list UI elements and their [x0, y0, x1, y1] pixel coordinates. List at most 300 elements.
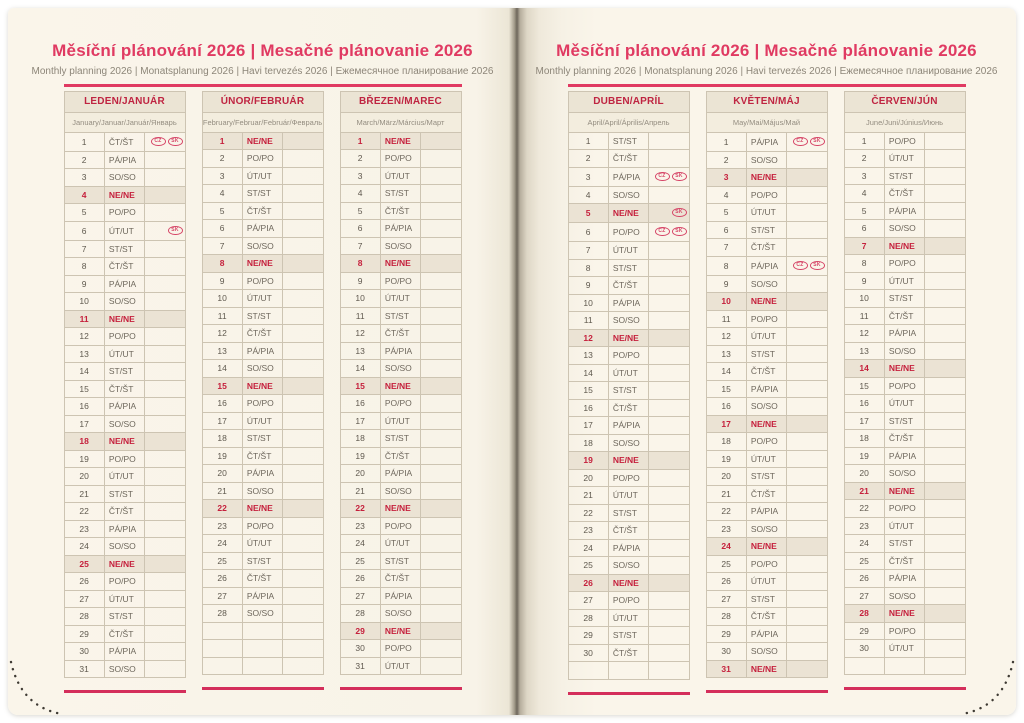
note-cell: [925, 290, 965, 308]
day-of-week-label: PÁ/PIA: [884, 325, 924, 343]
day-row: [706, 186, 827, 204]
day-of-week-label: SO/SO: [104, 415, 144, 433]
note-cell: [925, 465, 965, 483]
day-row: [844, 587, 965, 605]
day-of-week-label: ÚT/UT: [746, 450, 786, 468]
day-of-week-label: PÁ/PIA: [242, 220, 282, 238]
note-cell: [283, 535, 323, 553]
note-cell: [925, 150, 965, 168]
day-row: [340, 237, 461, 255]
note-cell: [283, 482, 323, 500]
day-number: 6: [64, 221, 104, 240]
note-cell: [649, 644, 689, 662]
day-number: 21: [568, 487, 608, 505]
day-of-week-label: ČT/ŠT: [104, 380, 144, 398]
day-number: 28: [340, 605, 380, 623]
day-number: 22: [340, 500, 380, 518]
note-cell: [421, 150, 461, 168]
day-of-week-label: PO/PO: [242, 272, 282, 290]
note-cell: [787, 380, 827, 398]
day-of-week-label: ČT/ŠT: [884, 307, 924, 325]
day-of-week-label: PÁ/PIA: [608, 294, 648, 312]
day-number: 10: [202, 290, 242, 308]
day-number: 1: [202, 132, 242, 150]
day-of-week-label: ST/ST: [608, 259, 648, 277]
day-of-week-label: NE/NE: [608, 329, 648, 347]
note-cell: [145, 590, 185, 608]
note-cell: [145, 573, 185, 591]
month-title: LEDEN/JANUÁR: [64, 91, 185, 112]
day-of-week-label: SO/SO: [746, 643, 786, 661]
day-of-week-label: PÁ/PIA: [884, 570, 924, 588]
note-cell: [145, 485, 185, 503]
day-number: 13: [340, 342, 380, 360]
day-number: 30: [568, 644, 608, 662]
day-row: [706, 415, 827, 433]
month-underline: [340, 687, 462, 690]
day-number: 1: [844, 132, 884, 150]
day-of-week-label: NE/NE: [746, 415, 786, 433]
day-row: [844, 237, 965, 255]
day-of-week-label: NE/NE: [746, 293, 786, 311]
note-cell: [283, 342, 323, 360]
day-number: 3: [844, 167, 884, 185]
month-subtitle: March/März/Március/Март: [340, 112, 461, 132]
day-row: [706, 380, 827, 398]
day-number: 8: [568, 259, 608, 277]
day-number: 8: [202, 255, 242, 273]
note-cell: [283, 360, 323, 378]
day-of-week-label: PÁ/PIA: [746, 503, 786, 521]
day-of-week-label: ČT/ŠT: [746, 485, 786, 503]
day-number: 28: [568, 609, 608, 627]
day-number: 29: [706, 625, 746, 643]
note-cell: [421, 395, 461, 413]
day-number: 19: [568, 452, 608, 470]
day-of-week-label: NE/NE: [884, 605, 924, 623]
day-number: 14: [202, 360, 242, 378]
cz-holiday-badge: CZ: [151, 137, 166, 146]
day-row: [844, 482, 965, 500]
month-table: [706, 91, 828, 679]
day-row: [568, 242, 689, 260]
note-cell: [787, 660, 827, 678]
day-of-week-label: PÁ/PIA: [242, 342, 282, 360]
day-row: [706, 468, 827, 486]
day-number: 18: [340, 430, 380, 448]
day-row: [844, 640, 965, 658]
day-of-week-label: PÁ/PIA: [746, 132, 786, 151]
day-number: 11: [64, 310, 104, 328]
day-row: [706, 643, 827, 661]
day-row: [340, 167, 461, 185]
day-row: [844, 517, 965, 535]
day-row: [202, 255, 323, 273]
day-row: [568, 204, 689, 223]
month-january: [64, 91, 186, 694]
day-number: 28: [706, 608, 746, 626]
note-cell: [283, 377, 323, 395]
day-row: [202, 587, 323, 605]
day-row: [706, 256, 827, 275]
note-cell: [649, 186, 689, 204]
day-number: 28: [202, 605, 242, 623]
day-of-week-label: ČT/ŠT: [608, 522, 648, 540]
day-of-week-label: NE/NE: [884, 482, 924, 500]
day-row: [202, 307, 323, 325]
day-of-week-label: ČT/ŠT: [884, 552, 924, 570]
day-number: 25: [340, 552, 380, 570]
day-of-week-label: ST/ST: [884, 167, 924, 185]
day-row: [568, 132, 689, 150]
day-row: [202, 605, 323, 623]
day-row: [844, 220, 965, 238]
day-row: [844, 307, 965, 325]
day-row: [706, 169, 827, 187]
day-row: [64, 398, 185, 416]
day-row: [568, 452, 689, 470]
day-of-week-label: ČT/ŠT: [104, 625, 144, 643]
day-number: 17: [844, 412, 884, 430]
day-row: [706, 485, 827, 503]
note-cell: [649, 294, 689, 312]
month-subtitle: April/April/Április/Апрель: [568, 112, 689, 132]
day-of-week-label: PO/PO: [746, 555, 786, 573]
day-number: 13: [844, 342, 884, 360]
note-cell: [421, 220, 461, 238]
day-of-week-label: ÚT/UT: [884, 272, 924, 290]
day-row: [568, 294, 689, 312]
note-cell: [421, 132, 461, 150]
note-cell: [925, 202, 965, 220]
day-number: 16: [340, 395, 380, 413]
day-row: [844, 255, 965, 273]
day-number: 8: [706, 256, 746, 275]
note-cell: [649, 382, 689, 400]
day-of-week-label: [242, 622, 282, 640]
day-row: [64, 520, 185, 538]
month-june: [844, 91, 966, 695]
day-of-week-label: SO/SO: [104, 169, 144, 187]
day-number: 18: [844, 430, 884, 448]
day-of-week-label: ČT/ŠT: [242, 447, 282, 465]
day-number: 4: [340, 185, 380, 203]
day-number: 6: [706, 221, 746, 239]
note-cell: [421, 185, 461, 203]
day-of-week-label: PO/PO: [884, 500, 924, 518]
sk-holiday-badge: SK: [168, 137, 183, 146]
day-number: 29: [568, 627, 608, 645]
day-row: [844, 465, 965, 483]
note-cell: [925, 255, 965, 273]
day-of-week-label: ÚT/UT: [242, 412, 282, 430]
day-of-week-label: ST/ST: [608, 504, 648, 522]
day-of-week-label: PÁ/PIA: [104, 151, 144, 169]
day-of-week-label: PO/PO: [380, 640, 420, 658]
day-number: 10: [340, 290, 380, 308]
day-row: [844, 605, 965, 623]
day-of-week-label: PO/PO: [746, 433, 786, 451]
day-row: [340, 132, 461, 150]
note-cell: [421, 307, 461, 325]
day-number: 30: [340, 640, 380, 658]
note-cell: [283, 150, 323, 168]
day-number: 27: [568, 592, 608, 610]
day-row: [340, 552, 461, 570]
day-row: [568, 150, 689, 168]
day-row: [202, 430, 323, 448]
day-row: [202, 342, 323, 360]
note-cell: [283, 412, 323, 430]
day-row: [202, 150, 323, 168]
month-underline: [844, 687, 966, 690]
day-row: [706, 538, 827, 556]
day-number: 1: [568, 132, 608, 150]
day-of-week-label: ÚT/UT: [380, 535, 420, 553]
day-number: [844, 657, 884, 675]
note-cell: [283, 622, 323, 640]
day-row: [844, 622, 965, 640]
day-of-week-label: PO/PO: [746, 186, 786, 204]
day-row: [706, 239, 827, 257]
day-number: 21: [844, 482, 884, 500]
day-number: 3: [64, 169, 104, 187]
note-cell: [649, 242, 689, 260]
day-number: 27: [64, 590, 104, 608]
day-of-week-label: ČT/ŠT: [380, 447, 420, 465]
day-row: [64, 132, 185, 151]
day-row: [568, 487, 689, 505]
day-row: [64, 450, 185, 468]
note-cell: [649, 167, 689, 186]
day-number: 14: [340, 360, 380, 378]
day-row: [706, 132, 827, 151]
day-of-week-label: SO/SO: [746, 520, 786, 538]
day-number: 25: [202, 552, 242, 570]
day-number: 26: [706, 573, 746, 591]
note-cell: [787, 608, 827, 626]
day-row: [844, 167, 965, 185]
note-cell: [925, 587, 965, 605]
right-page-header: [517, 8, 1016, 87]
day-number: 6: [568, 223, 608, 242]
day-number: 26: [568, 574, 608, 592]
day-number: 13: [64, 345, 104, 363]
day-of-week-label: NE/NE: [104, 310, 144, 328]
day-of-week-label: ÚT/UT: [746, 204, 786, 222]
day-row: [568, 522, 689, 540]
month-table: [340, 91, 462, 676]
day-of-week-label: PO/PO: [104, 450, 144, 468]
day-number: 5: [706, 204, 746, 222]
day-number: 18: [64, 433, 104, 451]
day-number: 20: [64, 468, 104, 486]
day-row: [202, 325, 323, 343]
left-page: [8, 8, 517, 715]
day-number: 26: [340, 570, 380, 588]
day-number: 14: [568, 364, 608, 382]
note-cell: [649, 557, 689, 575]
day-of-week-label: SO/SO: [608, 186, 648, 204]
day-of-week-label: PÁ/PIA: [104, 398, 144, 416]
day-number: 27: [202, 587, 242, 605]
day-row: [64, 258, 185, 276]
note-cell: [787, 520, 827, 538]
day-number: 30: [844, 640, 884, 658]
day-number: 2: [64, 151, 104, 169]
note-cell: [145, 310, 185, 328]
day-row: [202, 412, 323, 430]
day-row: [706, 363, 827, 381]
day-number: 12: [64, 328, 104, 346]
day-of-week-label: ČT/ŠT: [104, 258, 144, 276]
day-of-week-label: PO/PO: [884, 255, 924, 273]
day-number: 9: [844, 272, 884, 290]
note-cell: [421, 500, 461, 518]
day-number: 23: [706, 520, 746, 538]
day-of-week-label: ÚT/UT: [884, 395, 924, 413]
day-row: [844, 132, 965, 150]
day-of-week-label: NE/NE: [746, 169, 786, 187]
day-of-week-label: NE/NE: [380, 255, 420, 273]
day-row: [568, 627, 689, 645]
day-row: [844, 500, 965, 518]
day-row: [64, 293, 185, 311]
day-of-week-label: ČT/ŠT: [242, 570, 282, 588]
day-number: 9: [202, 272, 242, 290]
day-number: 4: [844, 185, 884, 203]
day-of-week-label: ÚT/UT: [104, 590, 144, 608]
day-number: 19: [340, 447, 380, 465]
note-cell: [649, 592, 689, 610]
day-number: 25: [844, 552, 884, 570]
day-row: [568, 417, 689, 435]
note-cell: [283, 132, 323, 150]
note-cell: [925, 482, 965, 500]
day-row: [64, 485, 185, 503]
note-cell: [145, 151, 185, 169]
note-cell: [649, 259, 689, 277]
day-number: 26: [202, 570, 242, 588]
note-cell: [925, 342, 965, 360]
day-of-week-label: SO/SO: [884, 342, 924, 360]
day-row: [568, 434, 689, 452]
day-row: [340, 605, 461, 623]
month-table: [844, 91, 966, 676]
note-cell: [145, 415, 185, 433]
day-of-week-label: SO/SO: [104, 293, 144, 311]
note-cell: [421, 657, 461, 675]
note-cell: [421, 342, 461, 360]
day-row: [706, 293, 827, 311]
day-row: [202, 167, 323, 185]
note-cell: [925, 430, 965, 448]
note-cell: [925, 640, 965, 658]
day-of-week-label: ST/ST: [608, 627, 648, 645]
day-row: [340, 657, 461, 675]
note-cell: [925, 132, 965, 150]
day-number: 3: [340, 167, 380, 185]
note-cell: [283, 272, 323, 290]
note-cell: [925, 325, 965, 343]
day-of-week-label: PO/PO: [104, 204, 144, 222]
day-of-week-label: SO/SO: [380, 360, 420, 378]
note-cell: [649, 574, 689, 592]
sk-holiday-badge: SK: [810, 261, 825, 270]
day-number: 7: [706, 239, 746, 257]
day-of-week-label: ST/ST: [608, 132, 648, 150]
left-page-header: [8, 8, 517, 87]
day-number: 15: [340, 377, 380, 395]
day-number: 11: [202, 307, 242, 325]
day-number: 20: [340, 465, 380, 483]
note-cell: [421, 237, 461, 255]
note-cell: [649, 627, 689, 645]
day-row: [340, 465, 461, 483]
day-number: 26: [64, 573, 104, 591]
day-of-week-label: NE/NE: [242, 377, 282, 395]
day-of-week-label: ÚT/UT: [608, 242, 648, 260]
note-cell: [787, 132, 827, 151]
day-of-week-label: SO/SO: [242, 360, 282, 378]
day-number: 31: [340, 657, 380, 675]
day-row: [202, 395, 323, 413]
note-cell: [421, 430, 461, 448]
day-of-week-label: ČT/ŠT: [884, 430, 924, 448]
day-number: 30: [64, 643, 104, 661]
note-cell: [787, 415, 827, 433]
day-number: 15: [202, 377, 242, 395]
day-of-week-label: PÁ/PIA: [380, 220, 420, 238]
day-row: [202, 360, 323, 378]
note-cell: [925, 167, 965, 185]
day-row: [706, 433, 827, 451]
day-number: 1: [706, 132, 746, 151]
note-cell: [787, 573, 827, 591]
day-row: [568, 644, 689, 662]
day-number: 9: [568, 277, 608, 295]
day-of-week-label: NE/NE: [608, 204, 648, 223]
day-of-week-label: PO/PO: [242, 150, 282, 168]
note-cell: [925, 360, 965, 378]
day-of-week-label: ÚT/UT: [380, 412, 420, 430]
day-of-week-label: NE/NE: [884, 237, 924, 255]
day-number: 16: [844, 395, 884, 413]
day-of-week-label: PO/PO: [746, 310, 786, 328]
day-of-week-label: ČT/ŠT: [746, 608, 786, 626]
note-cell: [421, 517, 461, 535]
day-row: [706, 625, 827, 643]
day-number: 6: [340, 220, 380, 238]
day-row: [340, 290, 461, 308]
day-of-week-label: ČT/ŠT: [746, 239, 786, 257]
day-of-week-label: NE/NE: [104, 433, 144, 451]
day-of-week-label: PÁ/PIA: [104, 643, 144, 661]
note-cell: [283, 220, 323, 238]
day-row: [844, 535, 965, 553]
day-of-week-label: ST/ST: [884, 535, 924, 553]
day-of-week-label: ST/ST: [746, 590, 786, 608]
day-number: 13: [202, 342, 242, 360]
cz-holiday-badge: CZ: [793, 261, 808, 270]
day-of-week-label: PÁ/PIA: [746, 380, 786, 398]
note-cell: [421, 535, 461, 553]
day-of-week-label: SO/SO: [746, 151, 786, 169]
day-of-week-label: NE/NE: [380, 500, 420, 518]
day-row: [340, 325, 461, 343]
day-row: [340, 377, 461, 395]
note-cell: [787, 186, 827, 204]
